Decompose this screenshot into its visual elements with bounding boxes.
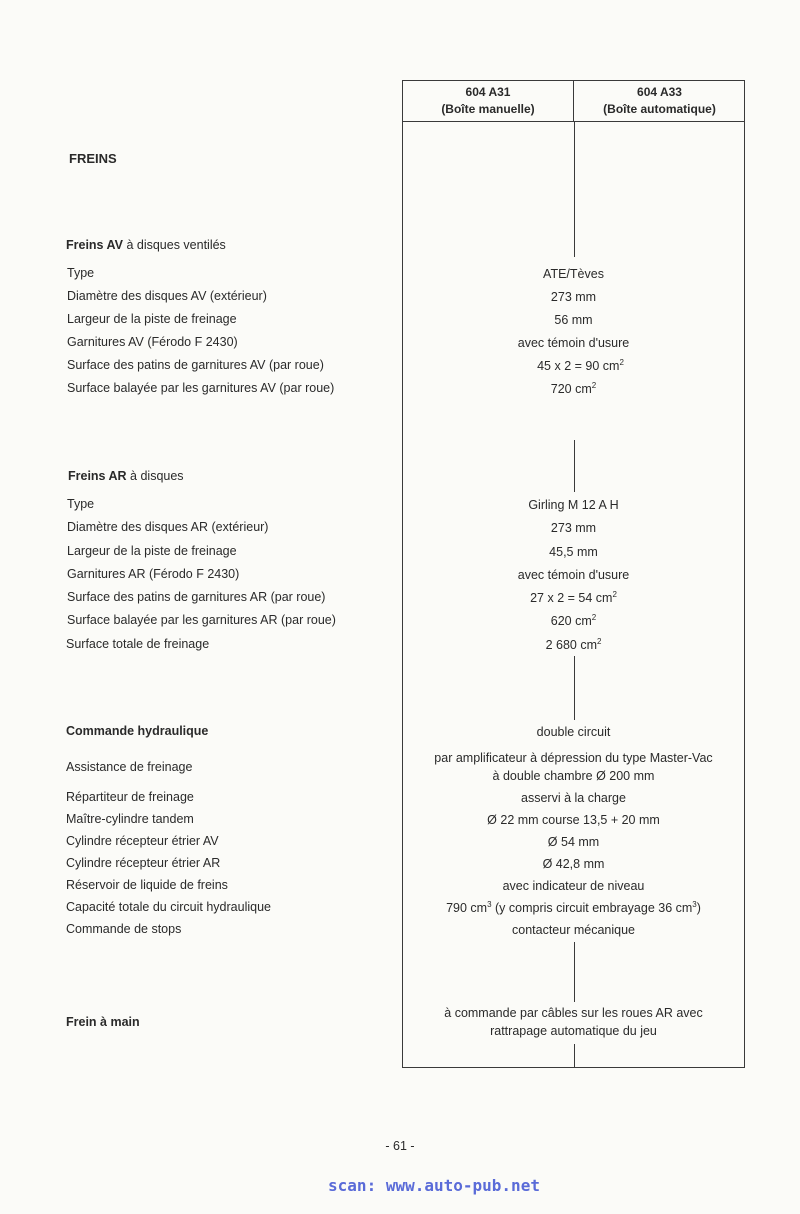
header-col-manual xyxy=(403,81,574,121)
header-col-manual-sub: (Boîte manuelle) xyxy=(441,102,535,116)
spec-value: Ø 22 mm course 13,5 + 20 mm xyxy=(487,813,660,827)
column-divider xyxy=(574,656,575,720)
page-number: - 61 - xyxy=(385,1139,415,1153)
header-col-auto xyxy=(574,81,745,121)
spec-label: Surface des patins de garnitures AR (par roue) xyxy=(67,590,326,604)
spec-value: avec témoin d'usure xyxy=(517,336,630,350)
spec-label: Cylindre récepteur étrier AV xyxy=(66,834,219,848)
spec-label: Réservoir de liquide de freins xyxy=(66,878,228,892)
spec-label: Surface balayée par les garnitures AV (par roue) xyxy=(67,381,335,395)
superscript: 2 xyxy=(591,613,597,622)
spec-label: Garnitures AR (Férodo F 2430) xyxy=(67,567,240,581)
spec-value: ATE/Tèves xyxy=(543,267,604,281)
freins-ar-title-bold: Freins AR xyxy=(68,469,127,483)
column-divider xyxy=(574,440,575,492)
spec-value xyxy=(402,637,745,654)
spec-value: rattrapage automatique du jeu xyxy=(490,1024,657,1038)
spec-value: 45,5 mm xyxy=(549,545,598,559)
spec-value-text: 720 cm xyxy=(550,382,592,396)
spec-label: Largeur de la piste de freinage xyxy=(67,312,237,326)
freins-av-title-rest: à disques ventilés xyxy=(122,238,226,252)
spec-label: Type xyxy=(67,266,95,280)
spec-value-text: 2 680 cm xyxy=(545,638,597,652)
spec-value: 56 mm xyxy=(554,313,593,327)
superscript: 2 xyxy=(596,637,602,646)
header-col-auto-sub: (Boîte automatique) xyxy=(603,102,716,116)
freins-ar-title xyxy=(68,469,184,483)
spec-label: Cylindre récepteur étrier AR xyxy=(66,856,221,870)
spec-value xyxy=(402,900,745,917)
freins-ar-title-rest: à disques xyxy=(126,469,184,483)
spec-value: asservi à la charge xyxy=(521,791,626,805)
spec-value xyxy=(402,613,745,630)
spec-label: Surface totale de freinage xyxy=(66,637,210,651)
spec-label: Commande de stops xyxy=(66,922,182,936)
superscript: 3 xyxy=(487,900,492,909)
commande-title: Commande hydraulique xyxy=(66,724,209,738)
spec-label: Assistance de freinage xyxy=(66,760,193,774)
spec-label: Surface balayée par les garnitures AR (par roue) xyxy=(67,613,336,627)
spec-label: Répartiteur de freinage xyxy=(66,790,194,804)
spec-label: Diamètre des disques AR (extérieur) xyxy=(67,520,269,534)
spec-value: Ø 54 mm xyxy=(547,835,600,849)
spec-value: avec témoin d'usure xyxy=(517,568,630,582)
superscript: 2 xyxy=(591,381,597,390)
header-col-auto-model: 604 A33 xyxy=(637,85,682,99)
spec-label: Largeur de la piste de freinage xyxy=(67,544,237,558)
spec-value: 273 mm xyxy=(550,521,597,535)
spec-value xyxy=(402,590,745,607)
spec-value: à commande par câbles sur les roues AR avec xyxy=(444,1006,703,1020)
header-col-manual-model: 604 A31 xyxy=(465,85,511,99)
spec-value: Ø 42,8 mm xyxy=(542,857,605,871)
spec-label: Garnitures AV (Férodo F 2430) xyxy=(67,335,238,349)
scan-watermark: scan: www.auto-pub.net xyxy=(328,1176,540,1195)
spec-value xyxy=(402,381,745,398)
spec-label: Maître-cylindre tandem xyxy=(66,812,194,826)
freins-av-title-bold: Freins AV xyxy=(66,238,123,252)
spec-value: par amplificateur à dépression du type Master-Vac xyxy=(434,751,713,765)
spec-value-text: 790 cm xyxy=(446,901,488,915)
section-title: FREINS xyxy=(69,151,117,166)
spec-label: Surface des patins de garnitures AV (par roue) xyxy=(67,358,324,372)
spec-value: double circuit xyxy=(536,725,611,739)
spec-value: Girling M 12 A H xyxy=(528,498,619,512)
spec-value: avec indicateur de niveau xyxy=(502,879,645,893)
spec-label: Type xyxy=(67,497,95,511)
spec-value-text: 620 cm xyxy=(550,614,592,628)
spec-value: 273 mm xyxy=(550,290,597,304)
superscript: 2 xyxy=(612,590,617,599)
spec-label: Diamètre des disques AV (extérieur) xyxy=(67,289,267,303)
column-divider xyxy=(574,1044,575,1068)
frein-main-title: Frein à main xyxy=(66,1015,140,1029)
spec-value: contacteur mécanique xyxy=(512,923,635,937)
superscript: 3 xyxy=(692,900,697,909)
spec-value-text: 45 x 2 = 90 cm xyxy=(537,359,620,373)
spec-value xyxy=(402,358,745,375)
spec-label: Capacité totale du circuit hydraulique xyxy=(66,900,271,914)
column-divider xyxy=(574,121,575,257)
spec-value-text: 27 x 2 = 54 cm xyxy=(530,591,613,605)
column-divider xyxy=(574,942,575,1002)
spec-value: à double chambre Ø 200 mm xyxy=(492,769,655,783)
spec-value-text: (y compris circuit embrayage 36 cm xyxy=(491,901,693,915)
table-header xyxy=(403,81,744,122)
superscript: 2 xyxy=(619,358,624,367)
spec-value-text: ) xyxy=(696,901,701,915)
freins-av-title xyxy=(66,238,226,252)
